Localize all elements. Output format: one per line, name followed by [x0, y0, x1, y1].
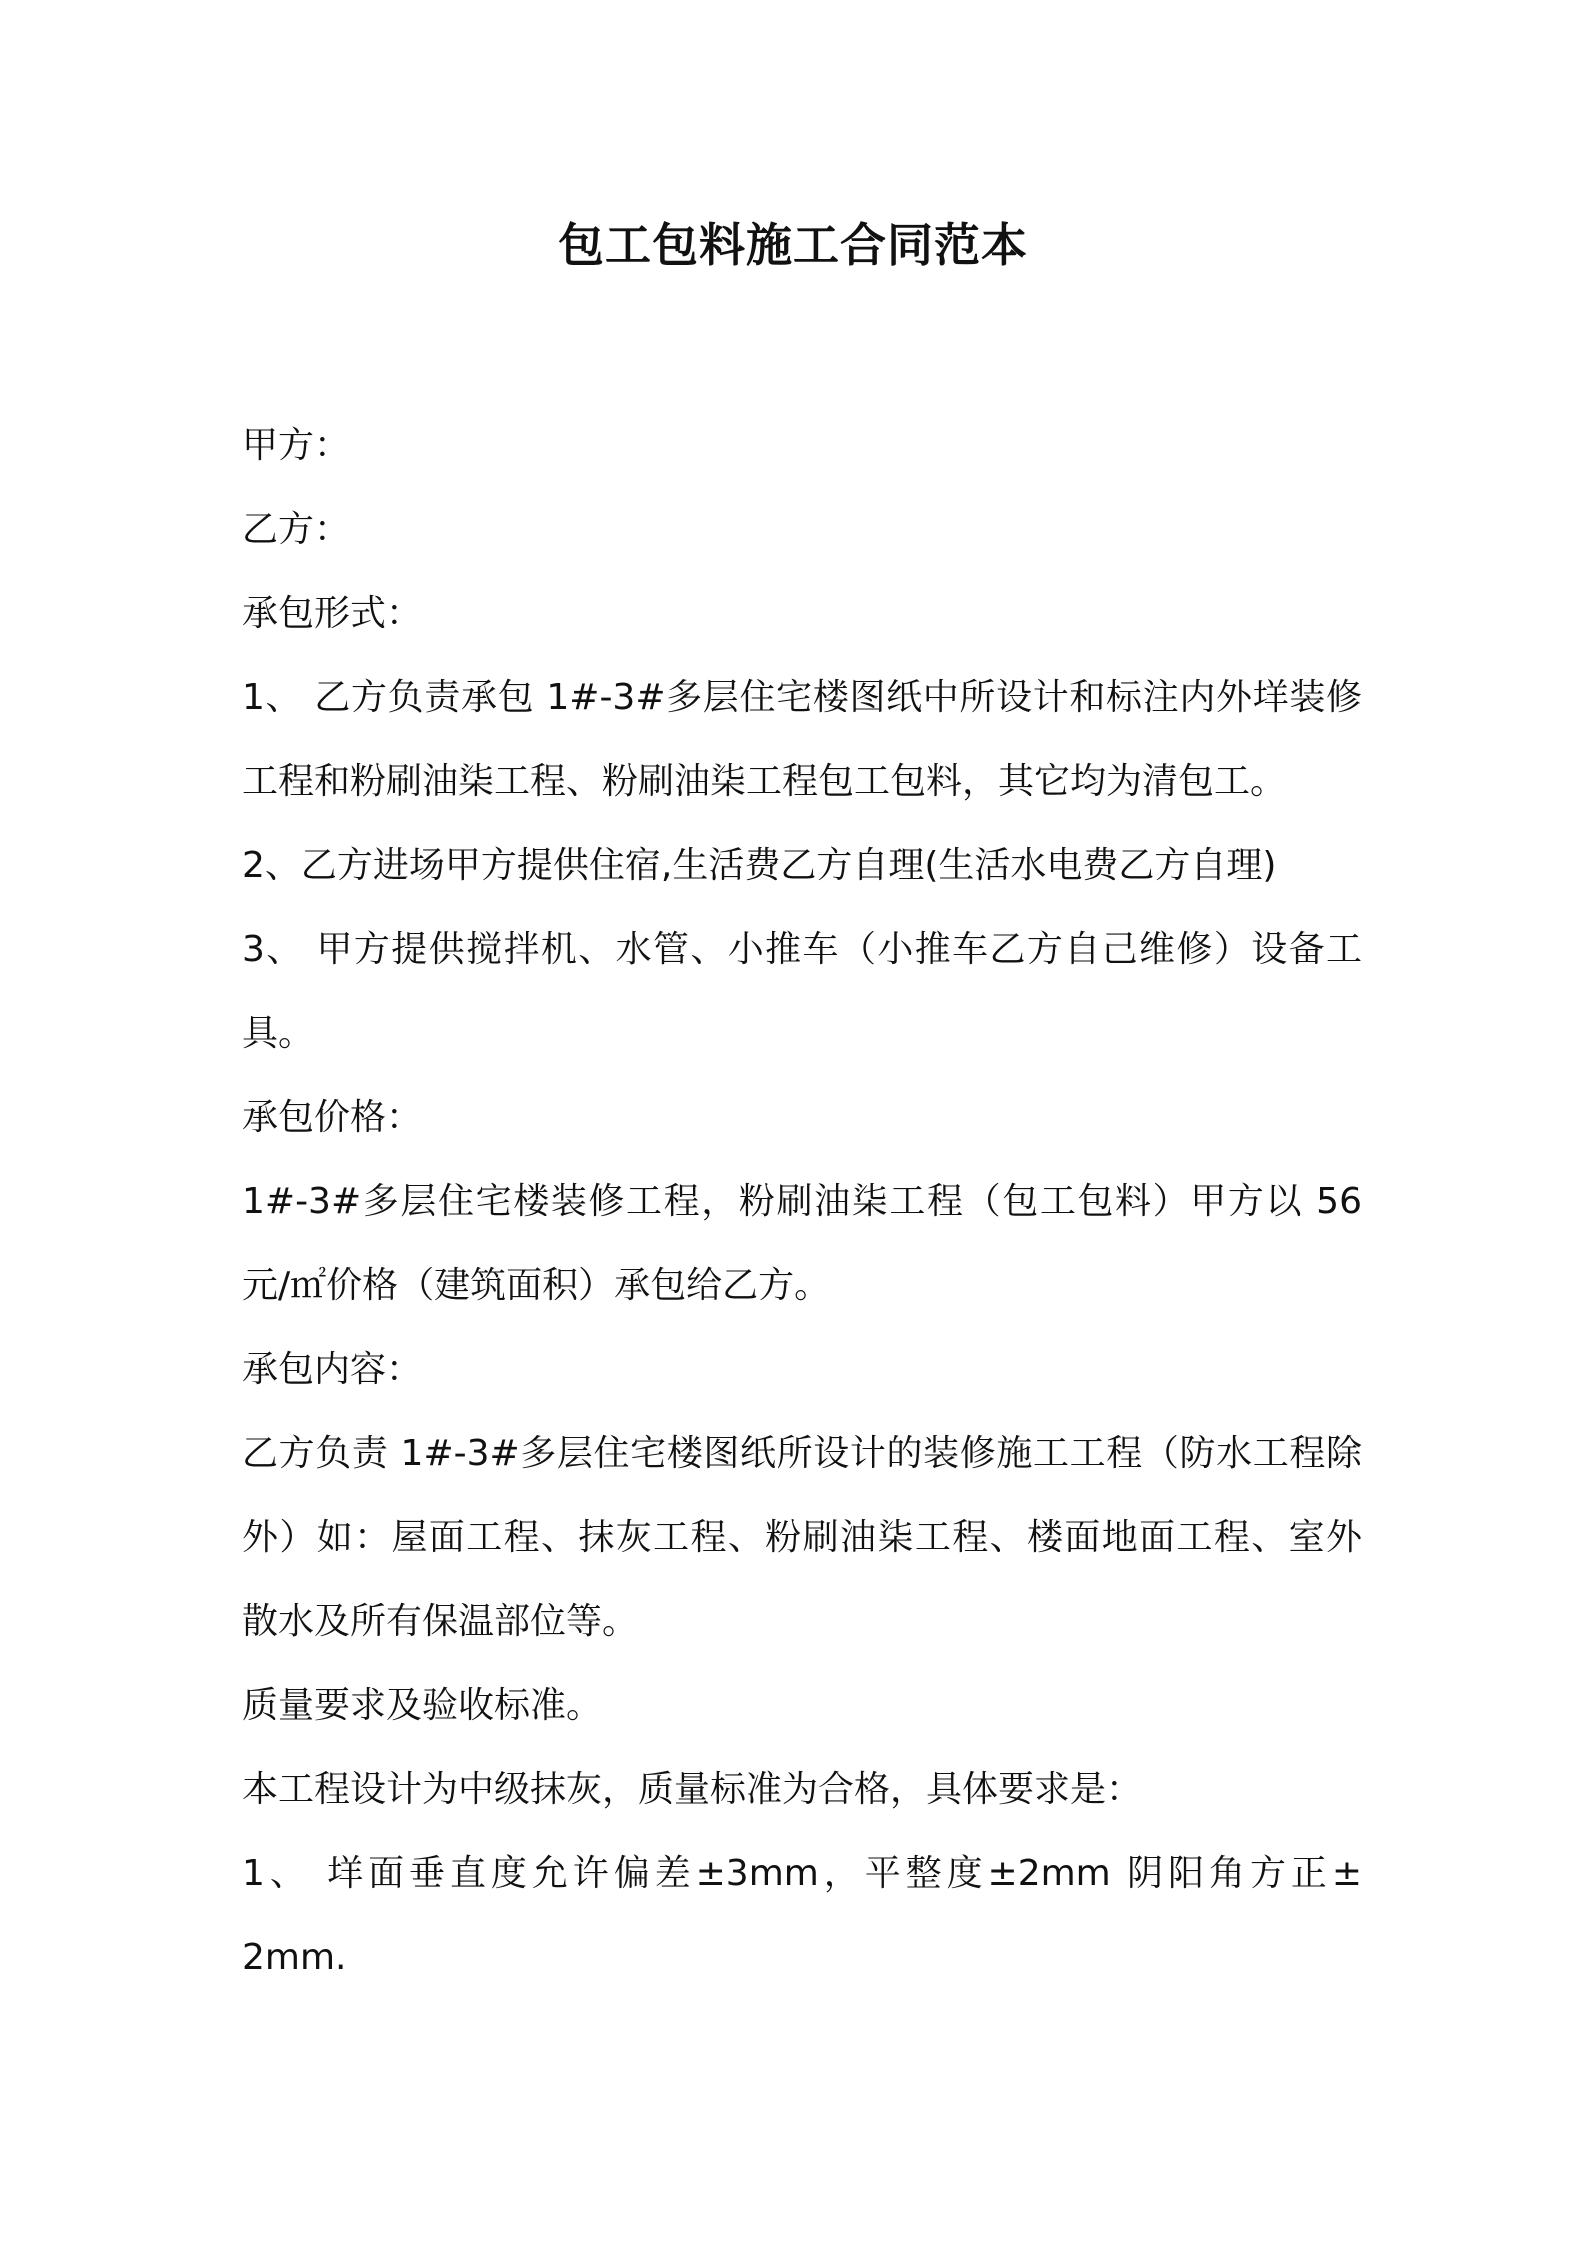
- document-title: 包工包料施工合同范本: [558, 218, 1028, 272]
- body-line: 2mm.: [242, 1937, 347, 1978]
- document-body: [242, 404, 1362, 2000]
- body-line: 1、 乙方负责承包 1#-3#多层住宅楼图纸中所设计和标注内外垟装修: [242, 677, 1362, 718]
- body-line: 承包内容：: [242, 1349, 423, 1390]
- body-line: 承包形式：: [242, 593, 423, 634]
- body-line: 外）如：屋面工程、抹灰工程、粉刷油柒工程、楼面地面工程、室外: [242, 1517, 1362, 1558]
- body-line: 工程和粉刷油柒工程、粉刷油柒工程包工包料，其它均为清包工。: [242, 761, 1287, 802]
- body-line: 2、乙方进场甲方提供住宿,生活费乙方自理(生活水电费乙方自理): [242, 845, 1277, 886]
- body-line: 承包价格：: [242, 1097, 423, 1138]
- body-line: 具。: [242, 1013, 315, 1054]
- body-line: 3、 甲方提供搅拌机、水管、小推车（小推车乙方自己维修）设备工: [242, 929, 1362, 970]
- body-line: 乙方：: [242, 509, 351, 550]
- body-line: 1#-3#多层住宅楼装修工程，粉刷油柒工程（包工包料）甲方以 56: [242, 1181, 1362, 1222]
- body-line: 质量要求及验收标准。: [242, 1685, 603, 1726]
- body-line: 元/㎡价格（建筑面积）承包给乙方。: [242, 1265, 831, 1306]
- body-line: 甲方：: [242, 425, 351, 466]
- body-line: 散水及所有保温部位等。: [242, 1601, 639, 1642]
- body-line: 1、 垟面垂直度允许偏差±3mm，平整度±2mm 阴阳角方正±: [242, 1853, 1362, 1894]
- body-line: 乙方负责 1#-3#多层住宅楼图纸所设计的装修施工工程（防水工程除: [242, 1433, 1362, 1474]
- body-line: 本工程设计为中级抹灰，质量标准为合格，具体要求是：: [242, 1769, 1143, 1810]
